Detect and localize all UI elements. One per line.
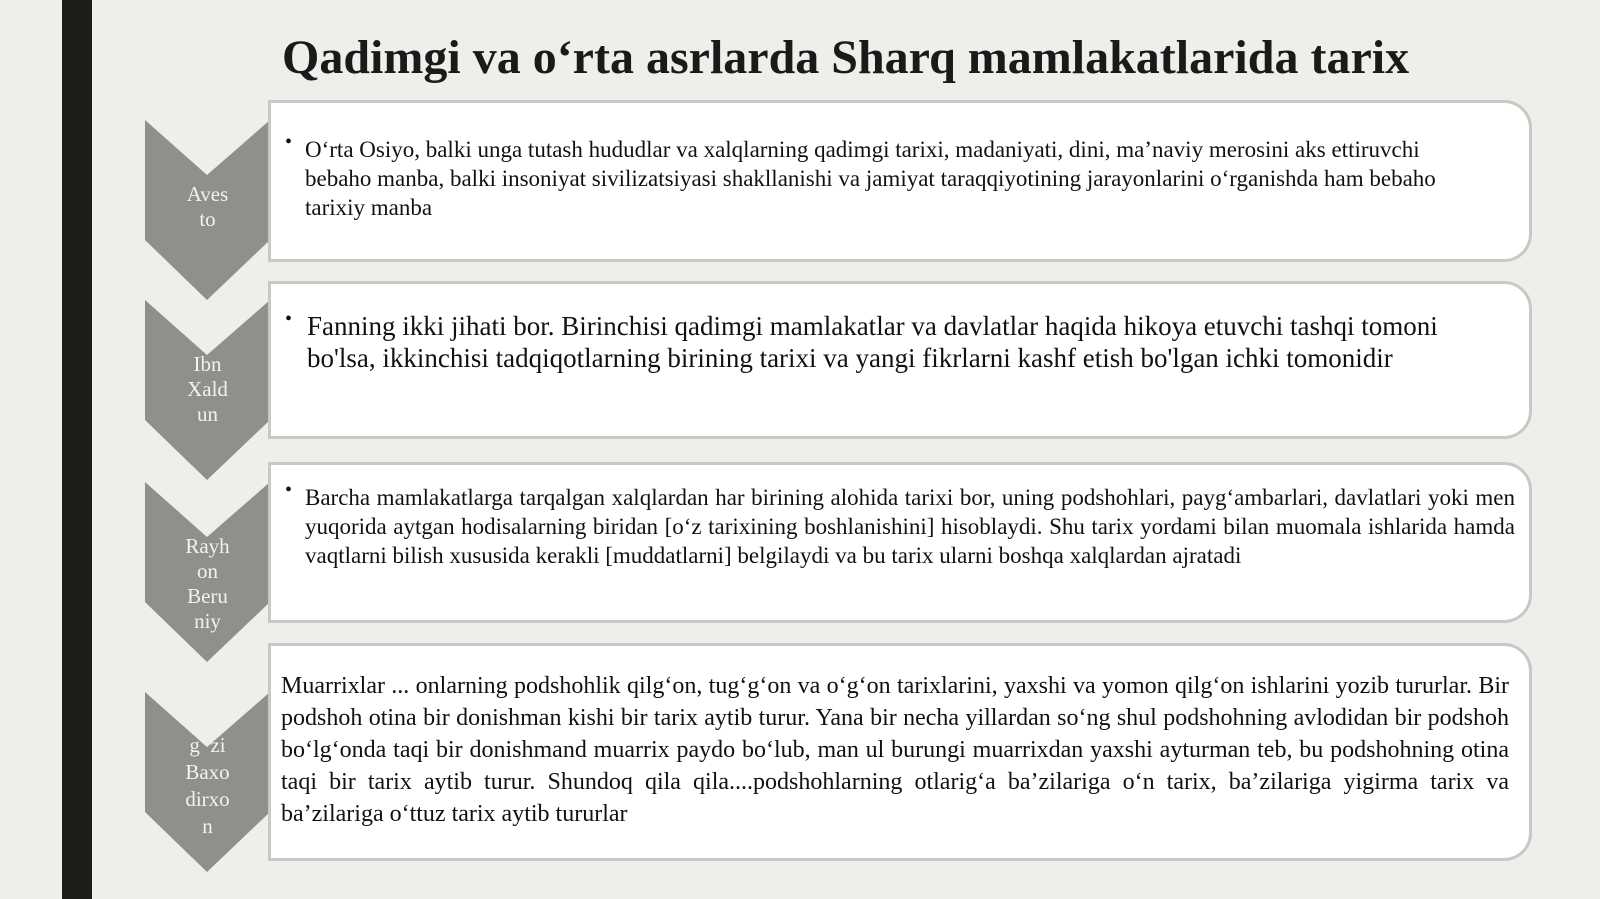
label-line: on <box>197 559 218 583</box>
label-line: Rayh <box>185 534 230 558</box>
text-box-beruniy <box>268 462 1532 623</box>
left-accent-bar <box>62 0 92 899</box>
label-line: g zi <box>189 733 226 757</box>
label-line: Xald <box>187 377 228 401</box>
chevron-label-beruniy <box>145 534 270 634</box>
label-line: Ibn <box>193 352 222 376</box>
bullet-marker: • <box>285 131 293 153</box>
chevron-label-baxodirxon <box>145 732 270 840</box>
text-box-baxodirxon <box>268 643 1532 861</box>
label-line: dirxo <box>185 787 230 811</box>
label-line: n <box>202 814 213 838</box>
chevron-label-avesto <box>145 182 270 232</box>
box-text-beruniy: Barcha mamlakatlarga tarqalgan xalqlardan har birining alohida tarixi bor, uning podshohlari, payg‘ambarlari, davlatlari yoki men yuqorida aytgan hodisalarning biridan [o‘z tarixining boshlanishini] hisoblaydi. Shu tarix yordami bilan muomala ishlarida hamda vaqtlarni bilish xususida kerakli [muddatlarni] belgilaydi va bu tarix ularni boshqa xalqlardan ajratadi <box>305 485 1515 568</box>
text-box-avesto <box>268 100 1532 262</box>
label-line: to <box>199 207 216 231</box>
slide-title: Qadimgi va o‘rta asrlarda Sharq mamlakatlarida tarix <box>282 31 1410 84</box>
chevron-label-ibn-xaldun <box>145 352 270 427</box>
chevron-ibn-xaldun <box>145 300 270 480</box>
chevron-baxodirxon <box>145 692 270 872</box>
bullet-marker: • <box>285 308 293 330</box>
label-line: Baxo <box>185 760 230 784</box>
box-text-avesto: O‘rta Osiyo, balki unga tutash hududlar va xalqlarning qadimgi tarixi, madaniyati, dini, ma’naviy merosini aks ettiruvchi bebaho manba, balki insoniyat sivilizatsiyasi shakllanishi va jamiyat taraqqiyotining jarayonlarini o‘rganishda ham bebaho tarixiy manba <box>305 137 1436 220</box>
box-text-ibn-xaldun: Fanning ikki jihati bor. Birinchisi qadimgi mamlakatlar va davlatlar haqida hikoya etuvchi tashqi tomoni bo'lsa, ikkinchisi tadqiqotlarning birining tarixi va yangi fikrlarni kashf etish bo'lgan ichki tomonidir <box>307 311 1438 373</box>
text-box-ibn-xaldun <box>268 281 1532 439</box>
box-text-baxodirxon: Muarrixlar ... onlarning podshohlik qilg‘on, tug‘g‘on va o‘g‘on tarixlarini, yaxshi va yomon qilg‘on ishlarini yozib tururlar. Bir podshoh otina bir donishman kishi bir tarix aytib turur. Yana bir necha yillardan so‘ng shul podshohning avlodidan bir podshoh bo‘lg‘onda taqi bir donishmand muarrix paydo bo‘lub, man ul burungi muarrixdan yaxshi ayturman teb, bu podshohning otina taqi bir tarix aytib turur. Shundoq qila qila....podshohlarning otlarig‘a ba’zilariga o‘n tarix, ba’zilariga yigirma tarix va ba’zilariga o‘ttuz tarix aytib tururlar <box>281 673 1509 827</box>
bullet-marker: • <box>285 479 293 501</box>
chevron-avesto <box>145 120 270 300</box>
label-line: Aves <box>186 182 229 206</box>
label-line: Beru <box>187 584 228 608</box>
label-line: niy <box>194 609 221 633</box>
chevron-beruniy <box>145 482 270 662</box>
label-line: un <box>197 402 218 426</box>
